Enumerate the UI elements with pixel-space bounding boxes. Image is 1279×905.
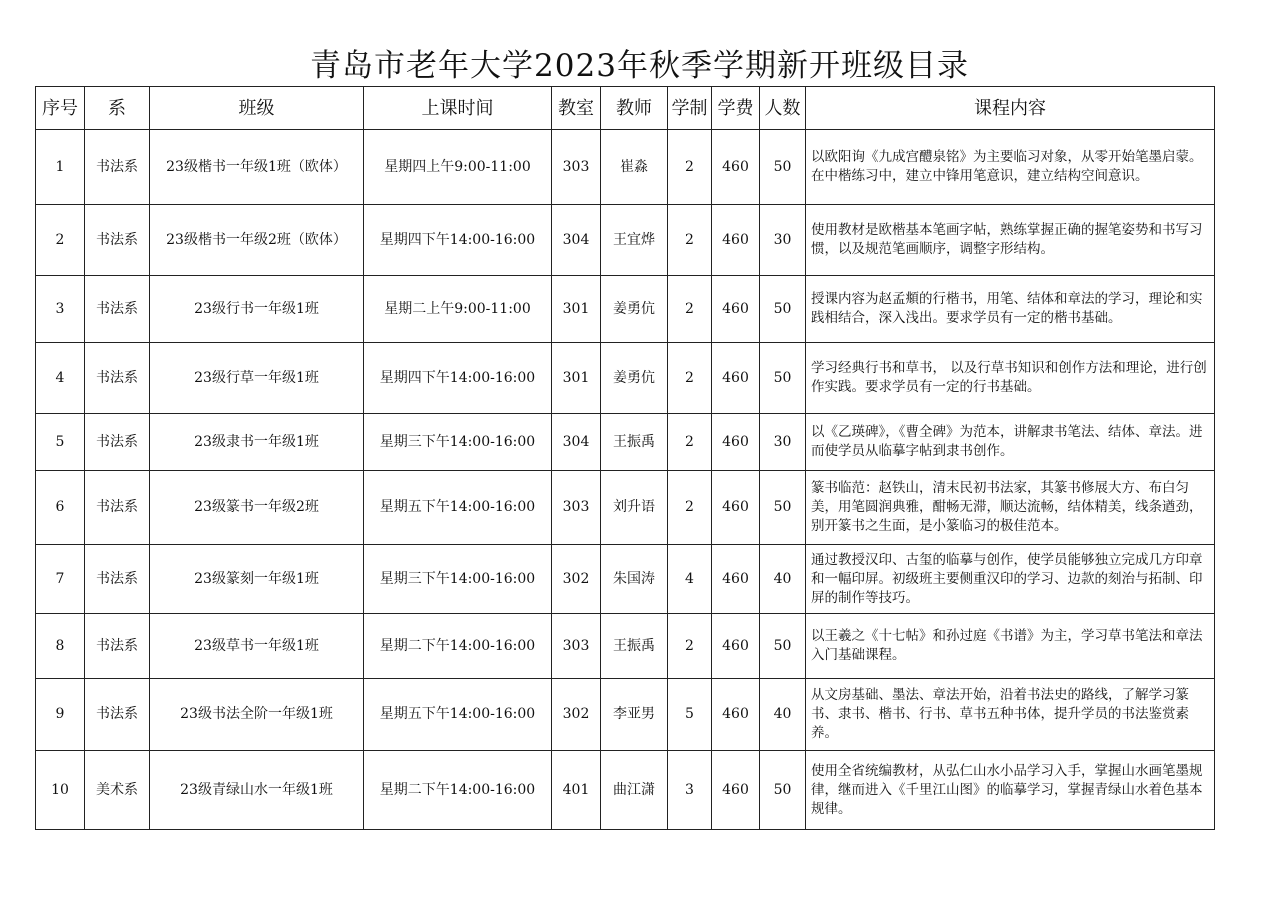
cell-years: 3 [668,751,712,830]
cell-teacher: 刘升语 [601,471,668,545]
cell-years: 4 [668,545,712,614]
cell-dept: 书法系 [85,343,150,414]
cell-years: 2 [668,471,712,545]
cell-teacher: 崔淼 [601,130,668,205]
cell-no: 7 [36,545,85,614]
cell-count: 30 [760,205,806,276]
table-row [36,130,1215,205]
cell-dept: 书法系 [85,130,150,205]
cell-content: 从文房基础、墨法、章法开始，沿着书法史的路线，了解学习篆书、隶书、楷书、行书、草书五种书体，提升学员的书法鉴赏素养。 [806,679,1215,751]
cell-count: 50 [760,751,806,830]
cell-no: 9 [36,679,85,751]
cell-fee: 460 [712,751,760,830]
table-row [36,471,1215,545]
table-row [36,751,1215,830]
header-time: 上课时间 [364,87,552,130]
header-row [36,87,1215,130]
header-content: 课程内容 [806,87,1215,130]
cell-content: 以欧阳询《九成宫醴泉铭》为主要临习对象，从零开始笔墨启蒙。在中楷练习中，建立中锋用笔意识，建立结构空间意识。 [806,130,1215,205]
cell-class: 23级行草一年级1班 [150,343,364,414]
cell-fee: 460 [712,545,760,614]
cell-years: 2 [668,130,712,205]
cell-room: 303 [552,130,601,205]
cell-class: 23级篆书一年级2班 [150,471,364,545]
cell-no: 2 [36,205,85,276]
cell-time: 星期四下午14:00-16:00 [364,205,552,276]
cell-room: 304 [552,205,601,276]
cell-content: 使用全省统编教材，从弘仁山水小品学习入手，掌握山水画笔墨规律，继而进入《千里江山图》的临摹学习，掌握青绿山水着色基本规律。 [806,751,1215,830]
cell-fee: 460 [712,679,760,751]
cell-count: 50 [760,343,806,414]
cell-fee: 460 [712,343,760,414]
cell-count: 30 [760,414,806,471]
cell-count: 40 [760,679,806,751]
cell-dept: 书法系 [85,414,150,471]
cell-time: 星期三下午14:00-16:00 [364,414,552,471]
table-row [36,545,1215,614]
cell-room: 302 [552,545,601,614]
cell-time: 星期二下午14:00-16:00 [364,614,552,679]
cell-fee: 460 [712,205,760,276]
cell-teacher: 曲江潇 [601,751,668,830]
cell-years: 2 [668,414,712,471]
cell-no: 1 [36,130,85,205]
cell-years: 2 [668,614,712,679]
cell-time: 星期二下午14:00-16:00 [364,751,552,830]
header-room: 教室 [552,87,601,130]
header-count: 人数 [760,87,806,130]
cell-content: 学习经典行书和草书， 以及行草书知识和创作方法和理论，进行创作实践。要求学员有一定的行书基础。 [806,343,1215,414]
cell-room: 304 [552,414,601,471]
cell-years: 2 [668,276,712,343]
cell-time: 星期四上午9:00-11:00 [364,130,552,205]
cell-count: 50 [760,614,806,679]
cell-no: 6 [36,471,85,545]
cell-class: 23级隶书一年级1班 [150,414,364,471]
cell-dept: 书法系 [85,545,150,614]
cell-time: 星期五下午14:00-16:00 [364,471,552,545]
cell-dept: 书法系 [85,471,150,545]
cell-teacher: 李亚男 [601,679,668,751]
class-catalog-table [35,86,1215,830]
cell-no: 5 [36,414,85,471]
table-row [36,679,1215,751]
cell-content: 通过教授汉印、古玺的临摹与创作，使学员能够独立完成几方印章和一幅印屏。初级班主要侧重汉印的学习、边款的刻治与拓制、印屏的制作等技巧。 [806,545,1215,614]
cell-class: 23级青绿山水一年级1班 [150,751,364,830]
cell-teacher: 朱国涛 [601,545,668,614]
table-row [36,276,1215,343]
cell-years: 2 [668,343,712,414]
cell-count: 50 [760,130,806,205]
header-years: 学制 [668,87,712,130]
cell-class: 23级楷书一年级1班（欧体） [150,130,364,205]
cell-content: 使用教材是欧楷基本笔画字帖，熟练掌握正确的握笔姿势和书写习惯，以及规范笔画顺序，调整字形结构。 [806,205,1215,276]
header-no: 序号 [36,87,85,130]
cell-time: 星期四下午14:00-16:00 [364,343,552,414]
cell-teacher: 王宜烨 [601,205,668,276]
cell-dept: 美术系 [85,751,150,830]
cell-room: 302 [552,679,601,751]
cell-no: 8 [36,614,85,679]
cell-count: 50 [760,276,806,343]
cell-content: 授课内容为赵孟頫的行楷书，用笔、结体和章法的学习，理论和实践相结合，深入浅出。要求学员有一定的楷书基础。 [806,276,1215,343]
cell-dept: 书法系 [85,614,150,679]
table-row [36,614,1215,679]
table-row [36,414,1215,471]
cell-time: 星期二上午9:00-11:00 [364,276,552,343]
cell-class: 23级楷书一年级2班（欧体） [150,205,364,276]
cell-no: 3 [36,276,85,343]
cell-fee: 460 [712,614,760,679]
cell-room: 301 [552,343,601,414]
cell-content: 以《乙瑛碑》，《曹全碑》为范本，讲解隶书笔法、结体、章法。进而使学员从临摹字帖到隶书创作。 [806,414,1215,471]
cell-teacher: 姜勇伉 [601,343,668,414]
cell-no: 4 [36,343,85,414]
header-teacher: 教师 [601,87,668,130]
cell-fee: 460 [712,276,760,343]
cell-teacher: 姜勇伉 [601,276,668,343]
cell-years: 2 [668,205,712,276]
header-class: 班级 [150,87,364,130]
cell-years: 5 [668,679,712,751]
header-fee: 学费 [712,87,760,130]
header-dept: 系 [85,87,150,130]
cell-fee: 460 [712,471,760,545]
cell-room: 303 [552,614,601,679]
page-title: 青岛市老年大学2023年秋季学期新开班级目录 [310,48,969,84]
cell-count: 40 [760,545,806,614]
table-row [36,205,1215,276]
cell-fee: 460 [712,130,760,205]
cell-room: 301 [552,276,601,343]
cell-dept: 书法系 [85,205,150,276]
cell-content: 以王羲之《十七帖》和孙过庭《书谱》为主，学习草书笔法和章法入门基础课程。 [806,614,1215,679]
cell-time: 星期五下午14:00-16:00 [364,679,552,751]
cell-teacher: 王振禹 [601,414,668,471]
cell-no: 10 [36,751,85,830]
cell-class: 23级篆刻一年级1班 [150,545,364,614]
cell-teacher: 王振禹 [601,614,668,679]
cell-room: 401 [552,751,601,830]
cell-time: 星期三下午14:00-16:00 [364,545,552,614]
cell-room: 303 [552,471,601,545]
cell-count: 50 [760,471,806,545]
table-row [36,343,1215,414]
cell-class: 23级草书一年级1班 [150,614,364,679]
cell-content: 篆书临范：赵铁山，清末民初书法家，其篆书修展大方、布白匀美，用笔圆润典雅，酣畅无滞，顺达流畅，结体精美，线条遒劲，别开篆书之生面，是小篆临习的极佳范本。 [806,471,1215,545]
cell-class: 23级行书一年级1班 [150,276,364,343]
cell-fee: 460 [712,414,760,471]
cell-dept: 书法系 [85,276,150,343]
cell-dept: 书法系 [85,679,150,751]
cell-class: 23级书法全阶一年级1班 [150,679,364,751]
